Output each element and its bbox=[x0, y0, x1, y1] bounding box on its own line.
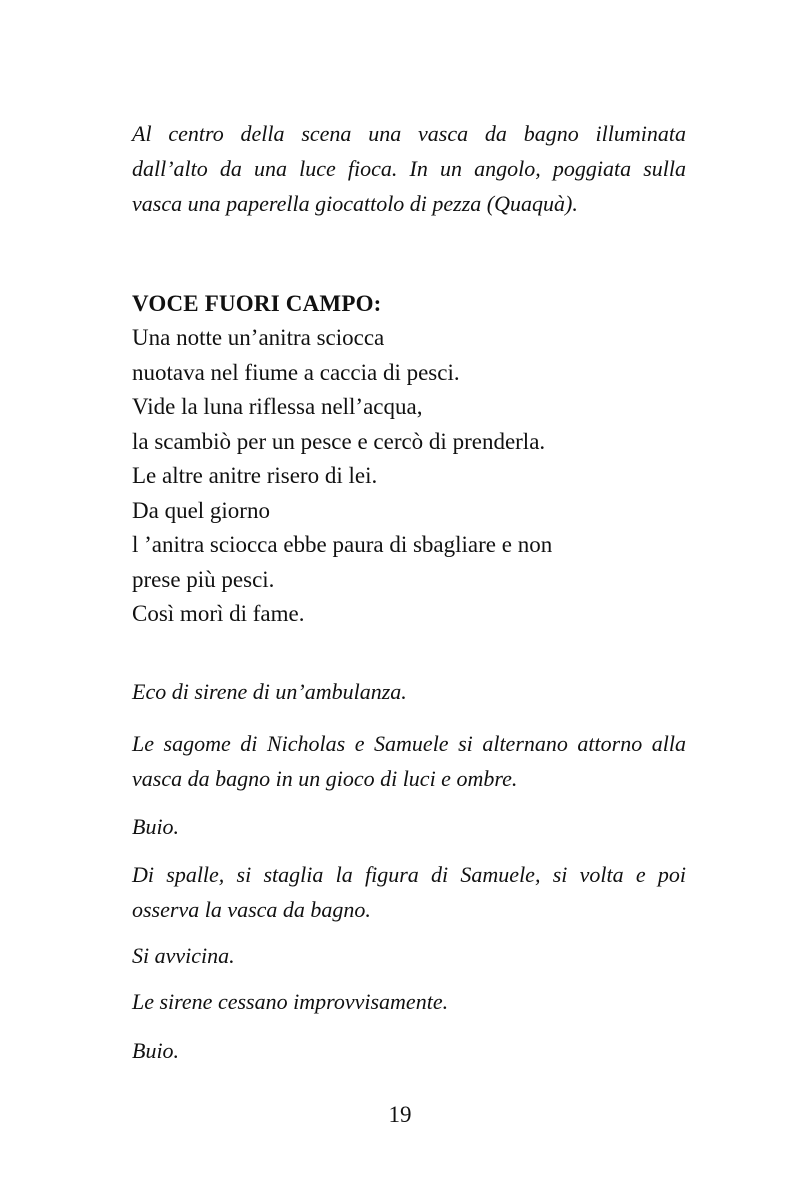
stage-direction-silhouettes-paragraph bbox=[132, 726, 686, 796]
verse-line: Da quel giorno bbox=[132, 497, 270, 523]
stage-direction-line: Si avvicina. bbox=[132, 943, 235, 968]
verse-line: nuotava nel fiume a caccia di pesci. bbox=[132, 359, 460, 385]
verse-line: la scambiò per un pesce e cercò di prenderla. bbox=[132, 428, 546, 454]
stage-direction-line: Buio. bbox=[132, 814, 180, 839]
stage-direction-intro-paragraph bbox=[132, 116, 686, 221]
stage-direction-line: vasca una paperella giocattolo di pezza (Quaquà). bbox=[132, 191, 578, 216]
stage-direction-line: Buio. bbox=[132, 1038, 180, 1063]
stage-direction-dark-1 bbox=[132, 810, 686, 844]
verse-line: l ’anitra sciocca ebbe paura di sbagliare e non bbox=[132, 532, 553, 557]
stage-direction-line: vasca da bagno in un gioco di luci e ombre. bbox=[132, 766, 518, 791]
verse-line: Una notte un’anitra sciocca bbox=[132, 325, 385, 350]
page-number: 19 bbox=[388, 1102, 412, 1127]
stage-direction-samuel-paragraph bbox=[132, 857, 686, 927]
stage-direction-dark-2 bbox=[132, 1034, 686, 1068]
stage-direction-line: Le sirene cessano improvvisamente. bbox=[132, 989, 449, 1014]
verse-line: prese più pesci. bbox=[132, 566, 275, 592]
stage-direction-approaches bbox=[132, 939, 686, 973]
stage-direction-line: Di spalle, si staglia la figura di Samuele, si volta e poi bbox=[132, 862, 686, 887]
stage-direction-line: dall’alto da una luce fioca. In un angolo, poggiata sulla bbox=[132, 156, 686, 181]
stage-direction-line: Al centro della scena una vasca da bagno illuminata bbox=[132, 121, 686, 146]
verse-line: Vide la luna riflessa nell’acqua, bbox=[132, 394, 423, 419]
stage-direction-samuel bbox=[132, 857, 686, 927]
stage-direction-sirens-stop bbox=[132, 985, 686, 1019]
stage-direction-silhouettes bbox=[132, 726, 686, 796]
stage-direction-line: Eco di sirene di un’ambulanza. bbox=[132, 679, 407, 704]
stage-direction-line: Le sagome di Nicholas e Samuele si alternano attorno alla bbox=[132, 731, 686, 756]
stage-direction-sirens bbox=[132, 675, 686, 709]
verse-line: Così morì di fame. bbox=[132, 601, 305, 626]
stage-direction-intro bbox=[132, 116, 686, 221]
voice-over-section bbox=[132, 287, 686, 632]
stage-direction-line: osserva la vasca da bagno. bbox=[132, 897, 371, 922]
speaker-name: VOCE FUORI CAMPO: bbox=[132, 291, 382, 316]
verse-line: Le altre anitre risero di lei. bbox=[132, 463, 378, 488]
